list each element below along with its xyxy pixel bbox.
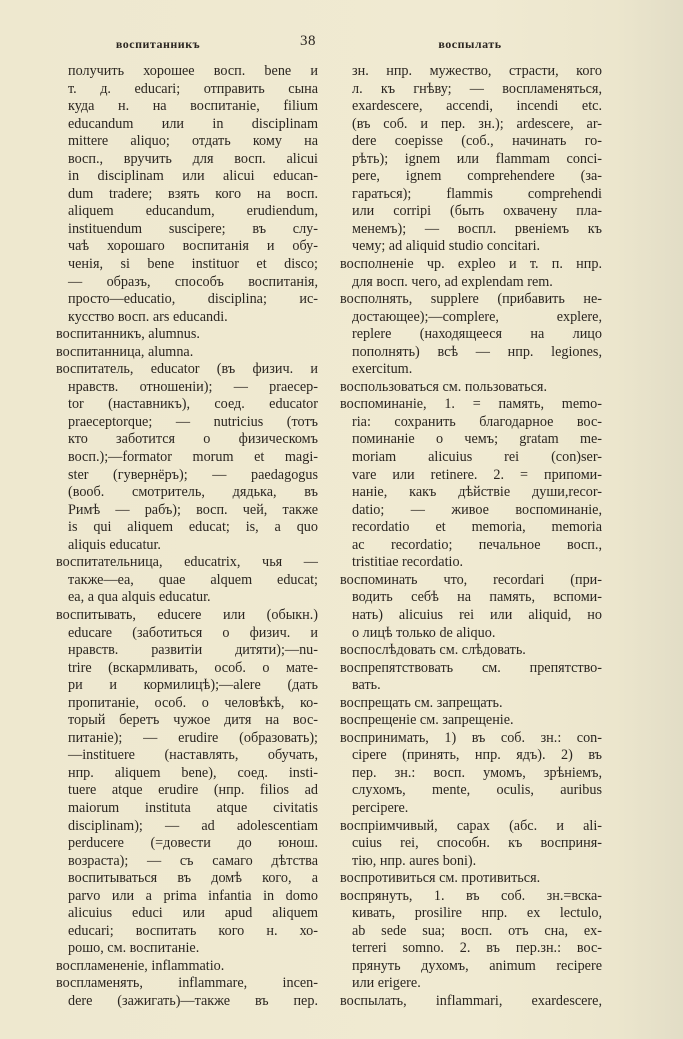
line-text: получить хорошее восп. bene и	[68, 63, 318, 79]
entry-headline	[340, 888, 602, 906]
dictionary-entry	[56, 607, 318, 958]
entry-line	[340, 905, 602, 923]
entry-line	[56, 379, 318, 397]
entry-line	[56, 642, 318, 660]
line-text: восполненіе чр. expleo и т. п. нпр.	[340, 256, 602, 273]
dictionary-entry	[340, 695, 602, 713]
entry-line	[56, 133, 318, 151]
line-text: tuere atque erudire (нпр. filios ad	[68, 782, 318, 799]
dictionary-entry	[340, 396, 602, 571]
entry-headline	[340, 818, 602, 836]
line-text: воспрещать см. запрещать.	[340, 694, 503, 711]
line-text: dere (зажигать)—также въ пер.	[68, 992, 318, 1009]
line-text: возраста); — съ самаго дѣтства	[68, 852, 318, 869]
line-text: кто заботится о физическомъ	[68, 431, 318, 448]
dictionary-entry	[340, 642, 602, 660]
entry-line	[56, 63, 318, 81]
dictionary-entry	[340, 730, 602, 818]
dictionary-entry	[56, 975, 318, 1010]
entry-line	[56, 274, 318, 292]
dictionary-entry	[340, 63, 602, 256]
line-text: восп.);—formator morum et magi-	[68, 449, 318, 466]
entry-line	[340, 782, 602, 800]
entry-line	[56, 221, 318, 239]
entry-headline	[340, 396, 602, 414]
entry-line	[56, 800, 318, 818]
line-text: поминаніе о чемъ; gratam me-	[352, 431, 602, 448]
entry-line	[340, 625, 602, 643]
line-text: пер. зн.: восп. умомъ, зрѣніемъ,	[352, 764, 602, 781]
line-text: cipere (принять, нпр. ядъ). 2) въ	[352, 747, 602, 764]
line-text: in disciplinam или alicui educan-	[68, 168, 318, 185]
line-text: educandum или in disciplinam	[68, 115, 318, 132]
entry-line	[56, 677, 318, 695]
dictionary-entry	[340, 572, 602, 642]
entry-line	[340, 116, 602, 134]
entry-line	[340, 344, 602, 362]
entry-line	[340, 81, 602, 99]
entry-headline	[56, 554, 318, 572]
line-text: воспослѣдовать см. слѣдовать.	[340, 642, 526, 659]
entry-line	[56, 870, 318, 888]
entry-headline	[340, 993, 602, 1011]
entry-line	[56, 625, 318, 643]
entry-line	[56, 537, 318, 555]
dictionary-entry	[56, 361, 318, 554]
line-text: гараться); flammis comprehendi	[352, 185, 602, 202]
line-text: восп., вручить для восп. alicui	[68, 150, 318, 167]
entry-line	[340, 133, 602, 151]
line-text: пропитаніе, особ. о человѣкѣ, ко-	[68, 694, 318, 711]
entry-line	[56, 414, 318, 432]
line-text: воспрепятствовать см. препятство-	[340, 659, 602, 676]
entry-line	[56, 238, 318, 256]
dictionary-entry	[340, 291, 602, 379]
line-text: aliquis educatur.	[68, 536, 161, 553]
entry-line	[56, 116, 318, 134]
entry-line	[340, 607, 602, 625]
line-text: нать) alicuius rei или aliquid, но	[352, 606, 602, 623]
entry-headline	[56, 607, 318, 625]
line-text: disciplinam); — ad adolescentiam	[68, 817, 318, 834]
entry-line	[340, 98, 602, 116]
line-text: чему; ad aliquid studio concitari.	[352, 238, 541, 255]
entry-headline	[56, 344, 318, 362]
line-text: percipere.	[352, 799, 409, 816]
line-text: tristitiae recordatio.	[352, 554, 464, 571]
line-text: воспитанница, alumna.	[56, 343, 194, 360]
line-text: recordatio et memoria, memoria	[352, 519, 602, 536]
line-text: слухомъ, mente, oculis, auribus	[352, 782, 602, 799]
entry-line	[56, 396, 318, 414]
column-right	[340, 63, 602, 1011]
line-text: mittere aliquo; отдать кому на	[68, 133, 318, 150]
line-text: воспользоваться см. пользоваться.	[340, 378, 548, 395]
line-text: вать.	[352, 677, 381, 694]
line-text: educare (заботиться о физич. и	[68, 624, 318, 641]
line-text: pere, ignem comprehendere (за-	[352, 168, 602, 185]
entry-line	[340, 589, 602, 607]
entry-line	[56, 484, 318, 502]
line-text: terreri somno. 2. въ пер.зн.: вос-	[352, 940, 602, 957]
line-text: (вооб. смотритель, дядька, въ	[68, 484, 318, 501]
entry-line	[56, 449, 318, 467]
entry-line	[340, 238, 602, 256]
entry-line	[340, 519, 602, 537]
line-text: instituendum suscipere; въ слу-	[68, 220, 318, 237]
entry-headline	[56, 361, 318, 379]
line-text: воспитывать, educere или (обыкн.)	[56, 606, 318, 623]
entry-line	[56, 502, 318, 520]
entry-line	[340, 677, 602, 695]
line-text: maiorum instituta atque civitatis	[68, 799, 318, 816]
entry-line	[56, 818, 318, 836]
dictionary-entry	[56, 958, 318, 976]
entry-line	[340, 63, 602, 81]
entry-line	[56, 747, 318, 765]
entry-line	[340, 975, 602, 993]
entry-line	[340, 923, 602, 941]
dictionary-entry	[56, 63, 318, 326]
line-text: воспылать, inflammari, exardescere,	[340, 992, 602, 1009]
entry-line	[340, 502, 602, 520]
line-text: moriam alicuius rei (con)ser-	[352, 449, 602, 466]
line-text: торый беретъ чужое дитя на вос-	[68, 712, 318, 729]
line-text: наніе, какъ дѣйствіе души,recor-	[352, 484, 602, 501]
dictionary-entry	[340, 660, 602, 695]
entry-line	[340, 151, 602, 169]
entry-line	[56, 765, 318, 783]
entry-headline	[340, 291, 602, 309]
line-text: (въ соб. и пер. зн.); ardescere, ar-	[352, 115, 602, 132]
entry-line	[340, 361, 602, 379]
dictionary-entry	[340, 818, 602, 871]
dictionary-entry	[56, 344, 318, 362]
entry-line	[56, 186, 318, 204]
entry-line	[340, 449, 602, 467]
entry-line	[56, 467, 318, 485]
entry-line	[56, 291, 318, 309]
entry-line	[56, 835, 318, 853]
line-text: воспринимать, 1) въ соб. зн.: con-	[340, 729, 602, 746]
line-text: воспитательница, educatrix, чья —	[56, 554, 318, 571]
entry-headline	[340, 572, 602, 590]
entry-line	[56, 256, 318, 274]
line-text: exardescere, accendi, incendi etc.	[352, 98, 602, 115]
line-text: vare или retinere. 2. = припоми-	[352, 466, 602, 483]
entry-headline	[56, 975, 318, 993]
entry-line	[340, 326, 602, 344]
entry-line	[340, 168, 602, 186]
entry-line	[56, 519, 318, 537]
entry-line	[340, 309, 602, 327]
line-text: ea, a qua alquis educatur.	[68, 589, 211, 606]
entry-line	[340, 835, 602, 853]
line-text: о лицѣ только de aliquo.	[352, 624, 496, 641]
line-text: нравств. отношеніи); — praecep-	[68, 378, 318, 395]
running-head-left: воспитанникъ	[115, 37, 201, 51]
entry-headline	[340, 712, 602, 730]
dictionary-entry	[56, 326, 318, 344]
entry-headline	[56, 958, 318, 976]
line-text: ria: сохранить благодарное вос-	[352, 413, 602, 430]
dictionary-entry	[340, 870, 602, 888]
line-text: is qui aliquem educat; is, a quo	[68, 519, 318, 536]
line-text: —instituere (наставлять, обучать,	[68, 747, 318, 764]
entry-line	[56, 572, 318, 590]
line-text: водить себѣ на память, вспоми-	[352, 589, 602, 606]
line-text: или corripi (быть охвачену пла-	[352, 203, 602, 220]
line-text: воспоминать что, recordari (при-	[340, 571, 602, 588]
column-left	[56, 63, 318, 1011]
line-text: ab sede sua; восп. отъ сна, ex-	[352, 922, 602, 939]
entry-line	[340, 958, 602, 976]
entry-line	[56, 905, 318, 923]
entry-line	[56, 98, 318, 116]
entry-line	[340, 765, 602, 783]
line-text: кивать, prosilire нпр. ex lectulo,	[352, 905, 602, 922]
entry-headline	[340, 379, 602, 397]
entry-line	[340, 554, 602, 572]
line-text: воспитатель, educator (въ физич. и	[56, 361, 318, 378]
line-text: ченія, si bene instituor et disco;	[68, 256, 318, 273]
entry-line	[56, 712, 318, 730]
dictionary-entry	[340, 993, 602, 1011]
line-text: также—ea, quae alquem educat;	[68, 571, 318, 588]
line-text: воспрещеніе см. запрещеніе.	[340, 712, 514, 729]
line-text: тію, нпр. aures boni).	[352, 852, 477, 869]
entry-line	[340, 853, 602, 871]
entry-line	[56, 730, 318, 748]
entry-line	[56, 695, 318, 713]
dictionary-entry	[340, 256, 602, 291]
entry-line	[340, 800, 602, 818]
line-text: dere coepisse (соб., начинать го-	[352, 133, 602, 150]
line-text: воспламененіе, inflammatio.	[56, 957, 225, 974]
line-text: perducere (=довести до юнош.	[68, 835, 318, 852]
line-text: — образъ, способъ воспитанія,	[68, 273, 318, 290]
line-text: зн. нпр. мужество, страсти, кого	[352, 63, 602, 79]
entry-line	[56, 853, 318, 871]
entry-line	[56, 923, 318, 941]
entry-headline	[340, 870, 602, 888]
line-text: нравств. развитіи дитяти);—nu-	[68, 642, 318, 659]
line-text: exercitum.	[352, 361, 413, 378]
line-text: воспламенять, inflammare, incen-	[56, 975, 318, 992]
entry-line	[340, 274, 602, 292]
line-text: воспитываться въ домѣ кого, a	[68, 870, 318, 887]
entry-line	[56, 589, 318, 607]
entry-line	[340, 414, 602, 432]
entry-line	[340, 940, 602, 958]
dictionary-entry	[340, 379, 602, 397]
entry-line	[56, 309, 318, 327]
line-text: aliquem educandum, erudiendum,	[68, 203, 318, 220]
line-text: пополнять) всѣ — нпр. legiones,	[352, 343, 602, 360]
line-text: чаѣ хорошаго воспитанія и обу-	[68, 238, 318, 255]
entry-line	[56, 660, 318, 678]
entry-line	[340, 186, 602, 204]
entry-line	[340, 747, 602, 765]
entry-line	[340, 431, 602, 449]
line-text: trire (вскармливать, особ. о мате-	[68, 659, 318, 676]
line-text: replere (находящееся на лицо	[352, 326, 602, 343]
entry-headline	[56, 326, 318, 344]
line-text: parvo или a prima infantia in domo	[68, 887, 318, 904]
line-text: или erigere.	[352, 975, 421, 992]
entry-headline	[340, 730, 602, 748]
line-text: воспротивиться см. противиться.	[340, 870, 541, 887]
line-text: л. къ гнѣву; — воспламеняться,	[352, 80, 602, 97]
entry-line	[340, 484, 602, 502]
line-text: для восп. чего, ad explendam rem.	[352, 273, 553, 290]
entry-line	[340, 221, 602, 239]
line-text: datio; — живое воспоминаніе,	[352, 501, 602, 518]
dictionary-entry	[340, 712, 602, 730]
line-text: tor (наставникъ), соед. educator	[68, 396, 318, 413]
line-text: воспріимчивый, capax (абс. и ali-	[340, 817, 602, 834]
line-text: менемъ); — воспл. рвеніемъ къ	[352, 220, 602, 237]
entry-line	[340, 203, 602, 221]
line-text: нпр. aliquem bene), соед. insti-	[68, 764, 318, 781]
line-text: воспитанникъ, alumnus.	[56, 326, 200, 343]
line-text: просто—educatio, disciplina; ис-	[68, 291, 318, 308]
entry-headline	[340, 642, 602, 660]
entry-line	[56, 940, 318, 958]
line-text: куда н. на воспитаніе, filium	[68, 98, 318, 115]
page-number: 38	[300, 33, 316, 49]
entry-line	[56, 168, 318, 186]
entry-line	[56, 81, 318, 99]
line-text: ster (гувернёръ); — paedagogus	[68, 466, 318, 483]
line-text: ри и кормилицѣ);—alere (дать	[68, 677, 318, 694]
line-text: dum tradere; взять кого на восп.	[68, 185, 318, 202]
line-text: прянуть духомъ, animum recipere	[352, 957, 602, 974]
line-text: восполнять, supplere (прибавить не-	[340, 291, 602, 308]
running-head-right: воспылать	[438, 37, 502, 51]
line-text: кусство восп. ars educandi.	[68, 308, 228, 325]
line-text: достающее);—complere, explere,	[352, 308, 602, 325]
line-text: питаніе); — erudire (образовать);	[68, 729, 318, 746]
line-text: educari; воспитать кого н. хо-	[68, 922, 318, 939]
entry-headline	[340, 695, 602, 713]
line-text: т. д. educari; отправить сына	[68, 80, 318, 97]
line-text: ac recordatio; печальное восп.,	[352, 536, 602, 553]
entry-headline	[340, 256, 602, 274]
line-text: воспрянуть, 1. въ соб. зн.=вска-	[340, 887, 602, 904]
entry-line	[56, 151, 318, 169]
entry-line	[56, 203, 318, 221]
entry-line	[340, 537, 602, 555]
line-text: alicuius educi или apud aliquem	[68, 905, 318, 922]
line-text: воспоминаніе, 1. = память, memo-	[340, 396, 602, 413]
line-text: praeceptorque; — nutricius (тотъ	[68, 413, 318, 430]
dictionary-entry	[56, 554, 318, 607]
line-text: рошо, см. воспитаніе.	[68, 940, 200, 957]
entry-line	[340, 467, 602, 485]
entry-line	[56, 782, 318, 800]
entry-line	[56, 431, 318, 449]
line-text: рѣть); ignem или flammam conci-	[352, 150, 602, 167]
entry-headline	[340, 660, 602, 678]
entry-line	[56, 888, 318, 906]
dictionary-entry	[340, 888, 602, 993]
line-text: cuius rei, способн. къ восприня-	[352, 835, 602, 852]
line-text: Римѣ — рабъ); восп. чей, также	[68, 501, 318, 518]
entry-line	[56, 993, 318, 1011]
